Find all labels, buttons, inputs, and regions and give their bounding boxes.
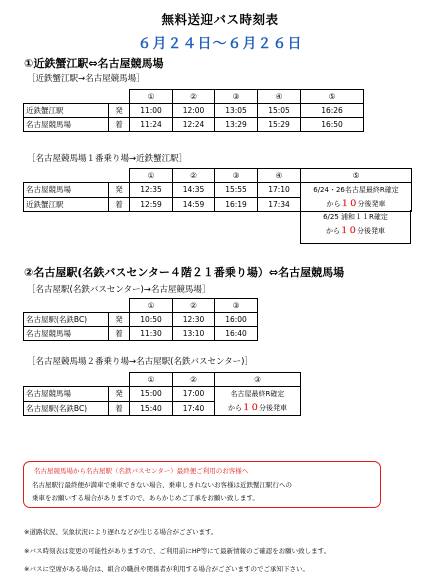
notice-box [23,461,381,508]
station-name: 名古屋駅(名鉄BC) [24,401,109,416]
depart-arrive-label: 着 [109,327,130,341]
footnote: ※バスに空席がある場合は、組合の職員や関係者が利用する場合がございますのでご承知下さい。 [24,565,309,573]
column-header: ③ [215,299,258,313]
section2-table1-subtitle: ［名古屋駅(名鉄バスセンター)→名古屋競馬場］ [27,285,211,295]
date-range: ６月２４日〜６月２６日 [137,36,303,52]
table-row [24,313,258,327]
time-cell: 12:59 [130,197,173,212]
table-header-row [24,169,412,183]
column-header: ⑤ [301,169,412,183]
time-cell: 12:35 [130,183,173,198]
table-row [24,327,258,341]
station-name: 近鉄蟹江駅 [24,197,109,212]
section2-table2-subtitle: ［名古屋競馬場２番乗り場→名古屋駅(名鉄バスセンター)］ [27,357,253,367]
station-name: 名古屋競馬場 [24,118,109,132]
column-header: ③ [215,90,258,104]
time-cell: 12:30 [173,313,215,327]
column-header: ① [130,90,173,104]
station-name: 名古屋競馬場 [24,183,109,198]
footnote: ※バス時刻表は変更の可能性がありますので、ご利用前にHP等にて最新情報のご確認をお願い致します。 [24,547,331,555]
column-header: ② [173,299,215,313]
notice-line: 乗車をお願いする場合がありますので、あらかじめご了承をお願い致します。 [32,494,259,502]
last-bus-note-cell [215,387,301,416]
time-cell: 10:50 [130,313,173,327]
time-cell: 15:29 [258,118,301,132]
column-header: ③ [215,373,301,387]
timetable-meieki-to-racecourse [23,298,258,341]
last-bus-note-line1: 名古屋最終R確定 [230,390,285,398]
depart-arrive-label: 発 [109,104,130,118]
time-cell: 17:40 [173,401,215,416]
time-cell: 14:59 [173,197,215,212]
column-header: ① [130,299,173,313]
last-bus-note-cell [301,183,412,212]
table-header-row [24,299,258,313]
notice-heading: 名古屋競馬場から名古屋駅（名鉄バスセンター）最終便ご利用のお客様へ [34,467,249,475]
time-cell: 11:00 [130,104,173,118]
time-cell: 17:00 [173,387,215,402]
section2-title: ②名古屋駅(名鉄バスセンター４階２１番乗り場）⇔名古屋競馬場 [24,266,345,279]
section1-title: ①近鉄蟹江駅⇔名古屋競馬場 [24,57,164,70]
time-cell: 15:55 [215,183,258,198]
time-cell: 13:29 [215,118,258,132]
time-cell: 16:40 [215,327,258,341]
column-header: ④ [258,90,301,104]
time-cell: 13:10 [173,327,215,341]
time-cell: 17:10 [258,183,301,198]
column-header: ① [130,373,173,387]
depart-arrive-label: 発 [109,387,130,402]
urawa-note-line1: 6/25 浦和１１R確定 [323,213,388,221]
time-cell: 15:00 [130,387,173,402]
depart-arrive-label: 着 [109,118,130,132]
timetable-racecourse-to-meieki [23,372,301,416]
table-row [24,104,364,118]
notice-line: 名古屋駅行最終便が満車で乗車できない場合、乗車しきれないお客様は近鉄蟹江駅行への [32,481,292,489]
station-name: 名古屋競馬場 [24,327,109,341]
time-cell: 15:40 [130,401,173,416]
time-cell: 17:34 [258,197,301,212]
footnote: ※道路状況、気象状況により遅れなどが生じる場合がございます。 [24,528,218,536]
column-header: ② [173,90,215,104]
time-cell: 16:26 [301,104,364,118]
depart-arrive-label: 着 [109,197,130,212]
last-bus-note-line1: 6/24・26名古屋最終R確定 [313,186,399,194]
station-name: 名古屋競馬場 [24,387,109,402]
time-cell: 16:50 [301,118,364,132]
table-row [24,183,412,198]
depart-arrive-label: 発 [109,313,130,327]
column-header: ⑤ [301,90,364,104]
station-name: 名古屋駅(名鉄BC) [24,313,109,327]
column-header: ② [173,169,215,183]
column-header: ② [173,373,215,387]
last-bus-note-line2: から１０分後発車 [326,199,386,209]
time-cell: 16:19 [215,197,258,212]
depart-arrive-label: 発 [109,183,130,198]
urawa-note-cell [300,210,411,244]
time-cell: 11:30 [130,327,173,341]
time-cell: 15:05 [258,104,301,118]
column-header: ③ [215,169,258,183]
timetable-kanie-to-racecourse [23,89,364,132]
last-bus-note-line2: から１０分後発車 [227,403,287,413]
urawa-note-line2: から１０分後発車 [325,226,385,236]
section1-table2-subtitle: ［名古屋競馬場１番乗り場→近鉄蟹江駅］ [27,154,188,164]
time-cell: 12:24 [173,118,215,132]
table-header-row [24,90,364,104]
table-row [24,387,301,402]
time-cell: 12:00 [173,104,215,118]
time-cell: 13:05 [215,104,258,118]
section1-table1-subtitle: ［近鉄蟹江駅→名古屋競馬場］ [27,74,145,84]
page-title: 無料送迎バス時刻表 [161,12,279,27]
table-row [24,118,364,132]
timetable-racecourse-to-kanie [23,168,412,212]
depart-arrive-label: 着 [109,401,130,416]
time-cell: 14:35 [173,183,215,198]
column-header: ④ [258,169,301,183]
time-cell: 11:24 [130,118,173,132]
table-header-row [24,373,301,387]
column-header: ① [130,169,173,183]
time-cell: 16:00 [215,313,258,327]
station-name: 近鉄蟹江駅 [24,104,109,118]
